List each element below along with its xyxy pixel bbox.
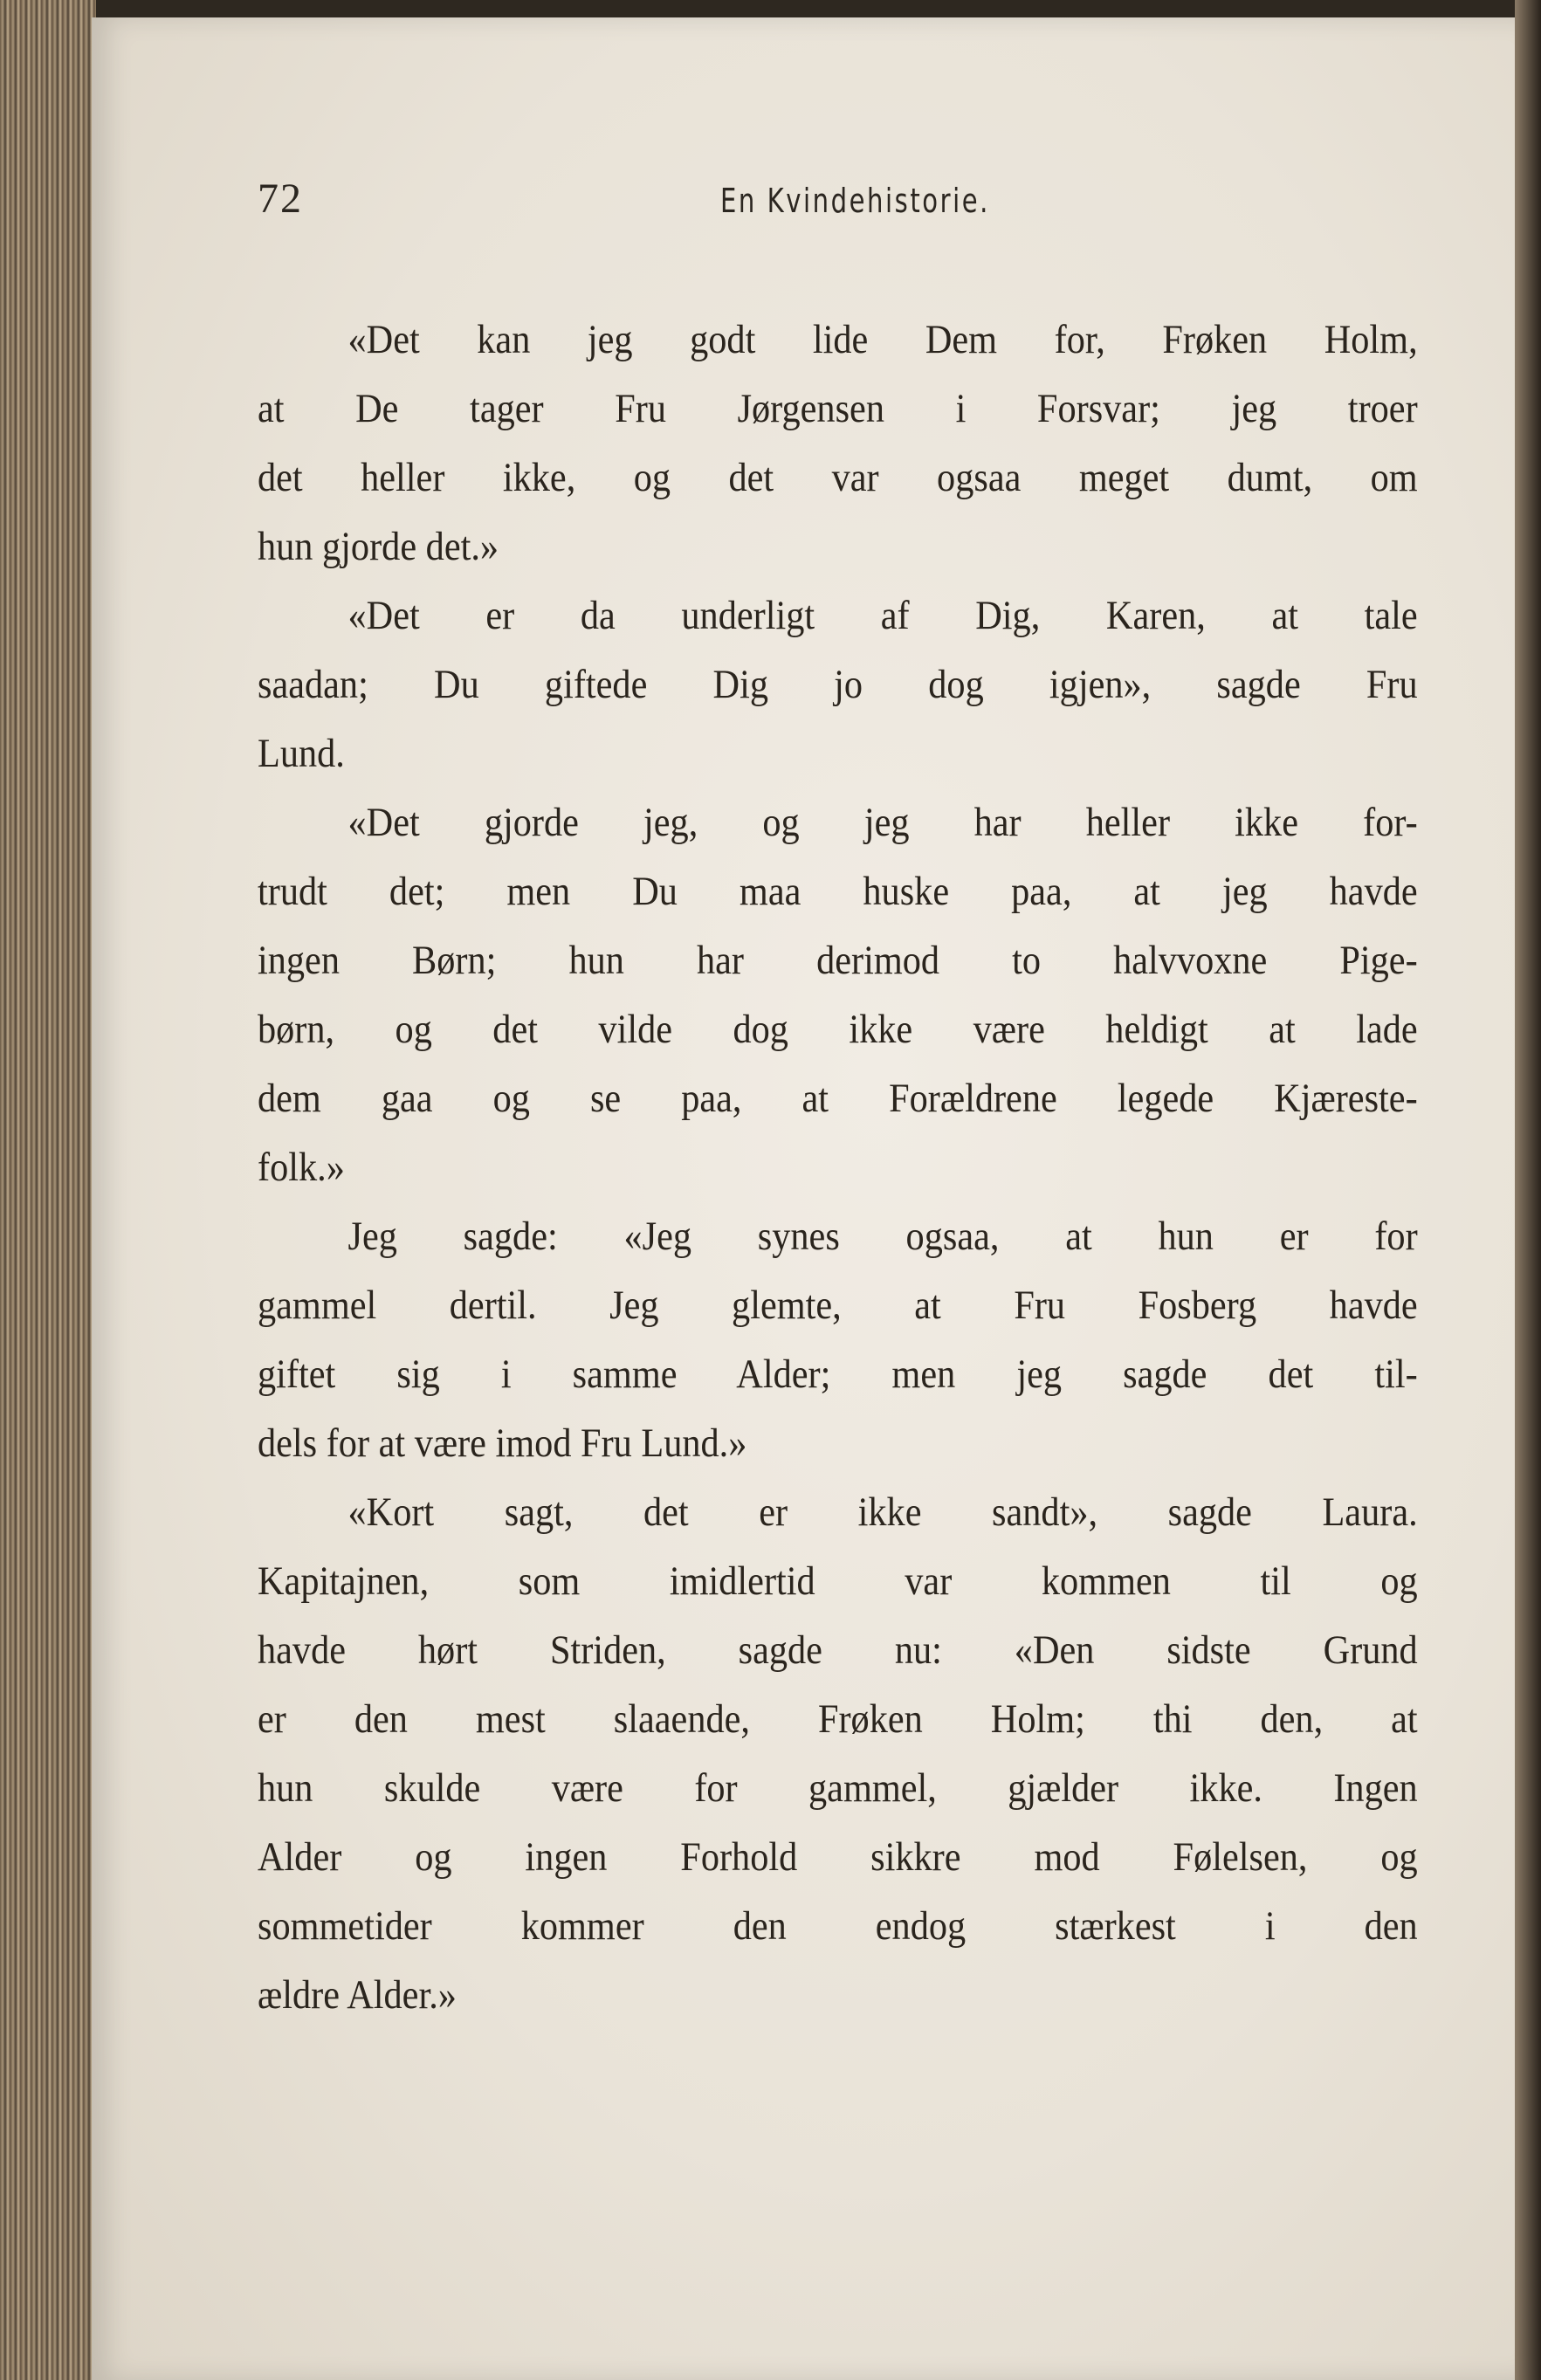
book-right-edge <box>1515 0 1541 2380</box>
body-text <box>258 306 1419 2030</box>
text-line: Alder og ingen Forhold sikkre mod Følelsen, og <box>258 1834 1418 1880</box>
text-line: Jeg sagde: «Jeg synes ogsaa, at hun er for <box>347 1214 1418 1259</box>
text-line: «Kort sagt, det er ikke sandt», sagde Laura. <box>347 1489 1418 1535</box>
running-title: En Kvindehistorie. <box>720 182 990 220</box>
text-line: sommetider kommer den endog stærkest i den <box>258 1903 1418 1949</box>
page-number: 72 <box>258 175 303 222</box>
text-line: at De tager Fru Jørgensen i Forsvar; jeg troer <box>258 386 1418 431</box>
text-line: dels for at være imod Fru Lund.» <box>258 1420 747 1466</box>
text-line: det heller ikke, og det var ogsaa meget dumt, om <box>258 455 1418 500</box>
text-line: «Det gjorde jeg, og jeg har heller ikke for- <box>347 800 1418 845</box>
text-line: saadan; Du giftede Dig jo dog igjen», sagde Fru <box>258 662 1418 707</box>
text-line: «Det kan jeg godt lide Dem for, Frøken Holm, <box>347 317 1418 362</box>
text-line: er den mest slaaende, Frøken Holm; thi den, at <box>258 1696 1418 1742</box>
text-line: ældre Alder.» <box>258 1972 457 2018</box>
text-line: giftet sig i samme Alder; men jeg sagde det til- <box>258 1352 1418 1397</box>
page-header <box>258 175 1131 244</box>
text-line: Kapitajnen, som imidlertid var kommen til og <box>258 1558 1418 1604</box>
text-line: dem gaa og se paa, at Forældrene legede Kjæreste- <box>258 1076 1418 1121</box>
text-line: ingen Børn; hun har derimod to halvvoxne Pige- <box>258 938 1418 983</box>
text-line: hun gjorde det.» <box>258 524 499 569</box>
text-line: havde hørt Striden, sagde nu: «Den sidste Grund <box>258 1627 1418 1673</box>
text-line: «Det er da underligt af Dig, Karen, at tale <box>347 593 1418 638</box>
text-line: trudt det; men Du maa huske paa, at jeg havde <box>258 869 1418 914</box>
text-line: børn, og det vilde dog ikke være heldigt at lade <box>258 1007 1418 1052</box>
text-line: hun skulde være for gammel, gjælder ikke. Ingen <box>258 1765 1418 1811</box>
book-page-edges <box>0 0 96 2380</box>
text-line: gammel dertil. Jeg glemte, at Fru Fosberg havde <box>258 1283 1418 1328</box>
text-line: folk.» <box>258 1145 345 1190</box>
text-line: Lund. <box>258 731 345 776</box>
